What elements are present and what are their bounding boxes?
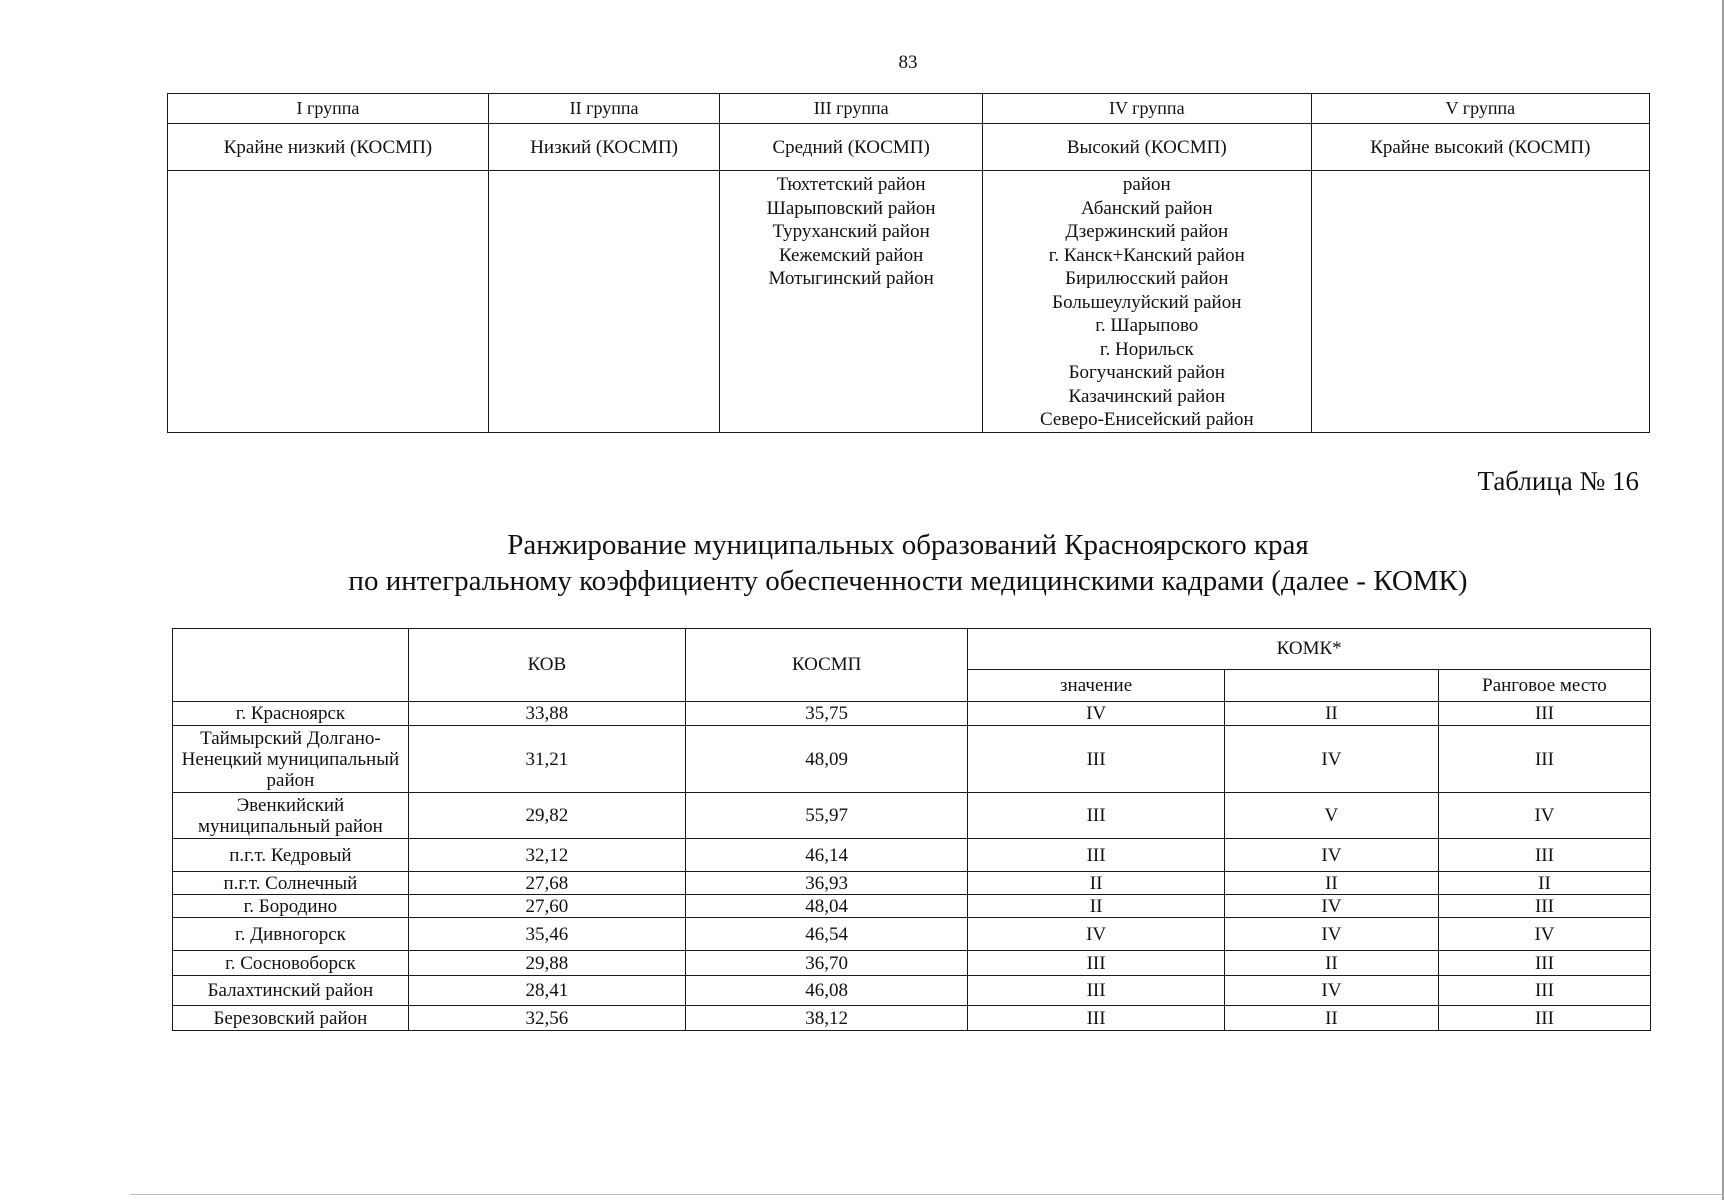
cell-rank: III [1438, 726, 1650, 793]
district-item: Тюхтетский район [776, 174, 926, 195]
group-list-4 [982, 171, 1311, 433]
cell-kov: 32,12 [408, 839, 685, 872]
group-header-5: V группа [1311, 94, 1649, 124]
table-title-line-1: Ранжирование муниципальных образований Красноярского края [507, 529, 1309, 561]
cell-value: III [968, 951, 1225, 976]
cell-kosmp: 48,04 [686, 895, 968, 918]
page-number: 83 [898, 52, 918, 73]
table-title-line-2: по интегральному коэффициенту обеспеченности медицинскими кадрами (далее - КОМК) [348, 565, 1468, 597]
table-row [173, 895, 1651, 918]
cell-rank: IV [1438, 918, 1650, 951]
district-item: Бирилюсский район [1065, 268, 1229, 289]
district-item: г. Норильск [1099, 338, 1194, 360]
page-edge-bottom [130, 1194, 1724, 1195]
cell-middle: V [1224, 793, 1438, 839]
cell-kov: 29,82 [408, 793, 685, 839]
district-item: Дзержинский район [1065, 221, 1229, 242]
cell-rank: III [1438, 976, 1650, 1006]
ranking-table [172, 628, 1651, 1031]
cell-value: III [968, 726, 1225, 793]
cell-value: II [968, 895, 1225, 918]
cell-name: г. Дивногорск [173, 918, 409, 951]
cell-value: II [968, 872, 1225, 895]
level-header-4: Высокий (КОСМП) [982, 124, 1311, 171]
cell-name: п.г.т. Кедровый [173, 839, 409, 872]
cell-value: III [968, 793, 1225, 839]
cell-kosmp: 46,08 [686, 976, 968, 1006]
cell-kosmp: 46,14 [686, 839, 968, 872]
cell-kosmp: 55,97 [686, 793, 968, 839]
header-value: значение [968, 670, 1225, 702]
cell-middle: II [1224, 951, 1438, 976]
district-item: г. Шарыпово [1095, 315, 1199, 336]
groups-table [167, 93, 1650, 433]
district-item: Шарыповский район [766, 197, 936, 219]
district-item: Большеулуйский район [1052, 291, 1242, 313]
cell-middle: IV [1224, 726, 1438, 793]
cell-kov: 27,60 [408, 895, 685, 918]
cell-middle: II [1224, 702, 1438, 726]
table-title [0, 527, 1724, 599]
district-item: Северо-Енисейский район [1039, 409, 1254, 430]
cell-kosmp: 35,75 [686, 702, 968, 726]
cell-kov: 32,56 [408, 1006, 685, 1031]
district-item: Мотыгинский район [768, 268, 934, 289]
district-item: Казачинский район [1068, 385, 1225, 407]
cell-name: г. Красноярск [173, 702, 409, 726]
cell-name: Березовский район [173, 1006, 409, 1031]
table-row [173, 976, 1651, 1006]
table-row [173, 793, 1651, 839]
group-list-1 [168, 171, 489, 433]
cell-value: III [968, 1006, 1225, 1031]
cell-kov: 33,88 [408, 702, 685, 726]
cell-kov: 31,21 [408, 726, 685, 793]
header-middle [1224, 670, 1438, 702]
cell-middle: IV [1224, 918, 1438, 951]
district-item: Богучанский район [1068, 362, 1225, 383]
table-row [173, 839, 1651, 872]
table-row [173, 872, 1651, 895]
cell-value: IV [968, 918, 1225, 951]
cell-rank: III [1438, 839, 1650, 872]
table-row [173, 1006, 1651, 1031]
district-item: Абанский район [1081, 197, 1213, 219]
cell-kosmp: 36,93 [686, 872, 968, 895]
group-list-5 [1311, 171, 1649, 433]
district-item: район [1122, 174, 1171, 195]
cell-rank: III [1438, 895, 1650, 918]
cell-kosmp: 38,12 [686, 1006, 968, 1031]
header-kov: КОВ [408, 629, 685, 702]
district-item: Туруханский район [772, 221, 930, 242]
cell-kov: 28,41 [408, 976, 685, 1006]
level-header-1: Крайне низкий (КОСМП) [168, 124, 489, 171]
cell-rank: IV [1438, 793, 1650, 839]
cell-rank: II [1438, 872, 1650, 895]
cell-middle: II [1224, 1006, 1438, 1031]
group-header-1: I группа [168, 94, 489, 124]
group-list-3 [720, 171, 983, 433]
cell-name: Таймырский Долгано-Ненецкий муниципальный район [173, 726, 409, 793]
cell-middle: IV [1224, 976, 1438, 1006]
table-row [173, 918, 1651, 951]
cell-kov: 35,46 [408, 918, 685, 951]
group-header-2: II группа [488, 94, 719, 124]
group-header-4: IV группа [982, 94, 1311, 124]
cell-rank: III [1438, 951, 1650, 976]
cell-kosmp: 46,54 [686, 918, 968, 951]
table-label: Таблица № 16 [1477, 466, 1639, 496]
district-item: г. Канск+Канский район [1048, 244, 1245, 266]
ranking-table-body [173, 702, 1651, 1031]
group-list-2 [488, 171, 719, 433]
cell-rank: III [1438, 702, 1650, 726]
cell-middle: II [1224, 872, 1438, 895]
header-komk: КОМК* [968, 629, 1651, 670]
cell-name: Балахтинский район [173, 976, 409, 1006]
cell-kosmp: 36,70 [686, 951, 968, 976]
cell-kosmp: 48,09 [686, 726, 968, 793]
cell-kov: 29,88 [408, 951, 685, 976]
level-header-2: Низкий (КОСМП) [488, 124, 719, 171]
header-rank: Ранговое место [1438, 670, 1650, 702]
table-row [173, 702, 1651, 726]
cell-rank: III [1438, 1006, 1650, 1031]
header-municipality [173, 629, 409, 702]
cell-name: п.г.т. Солнечный [173, 872, 409, 895]
table-row [173, 726, 1651, 793]
cell-value: IV [968, 702, 1225, 726]
cell-middle: IV [1224, 839, 1438, 872]
level-header-5: Крайне высокий (КОСМП) [1311, 124, 1649, 171]
group-header-3: III группа [720, 94, 983, 124]
level-header-3: Средний (КОСМП) [720, 124, 983, 171]
table-row [173, 951, 1651, 976]
cell-name: г. Сосновоборск [173, 951, 409, 976]
district-item: Кежемский район [779, 244, 924, 266]
cell-kov: 27,68 [408, 872, 685, 895]
header-kosmp: КОСМП [686, 629, 968, 702]
cell-name: Эвенкийский муниципальный район [173, 793, 409, 839]
cell-name: г. Бородино [173, 895, 409, 918]
cell-value: III [968, 839, 1225, 872]
cell-value: III [968, 976, 1225, 1006]
cell-middle: IV [1224, 895, 1438, 918]
